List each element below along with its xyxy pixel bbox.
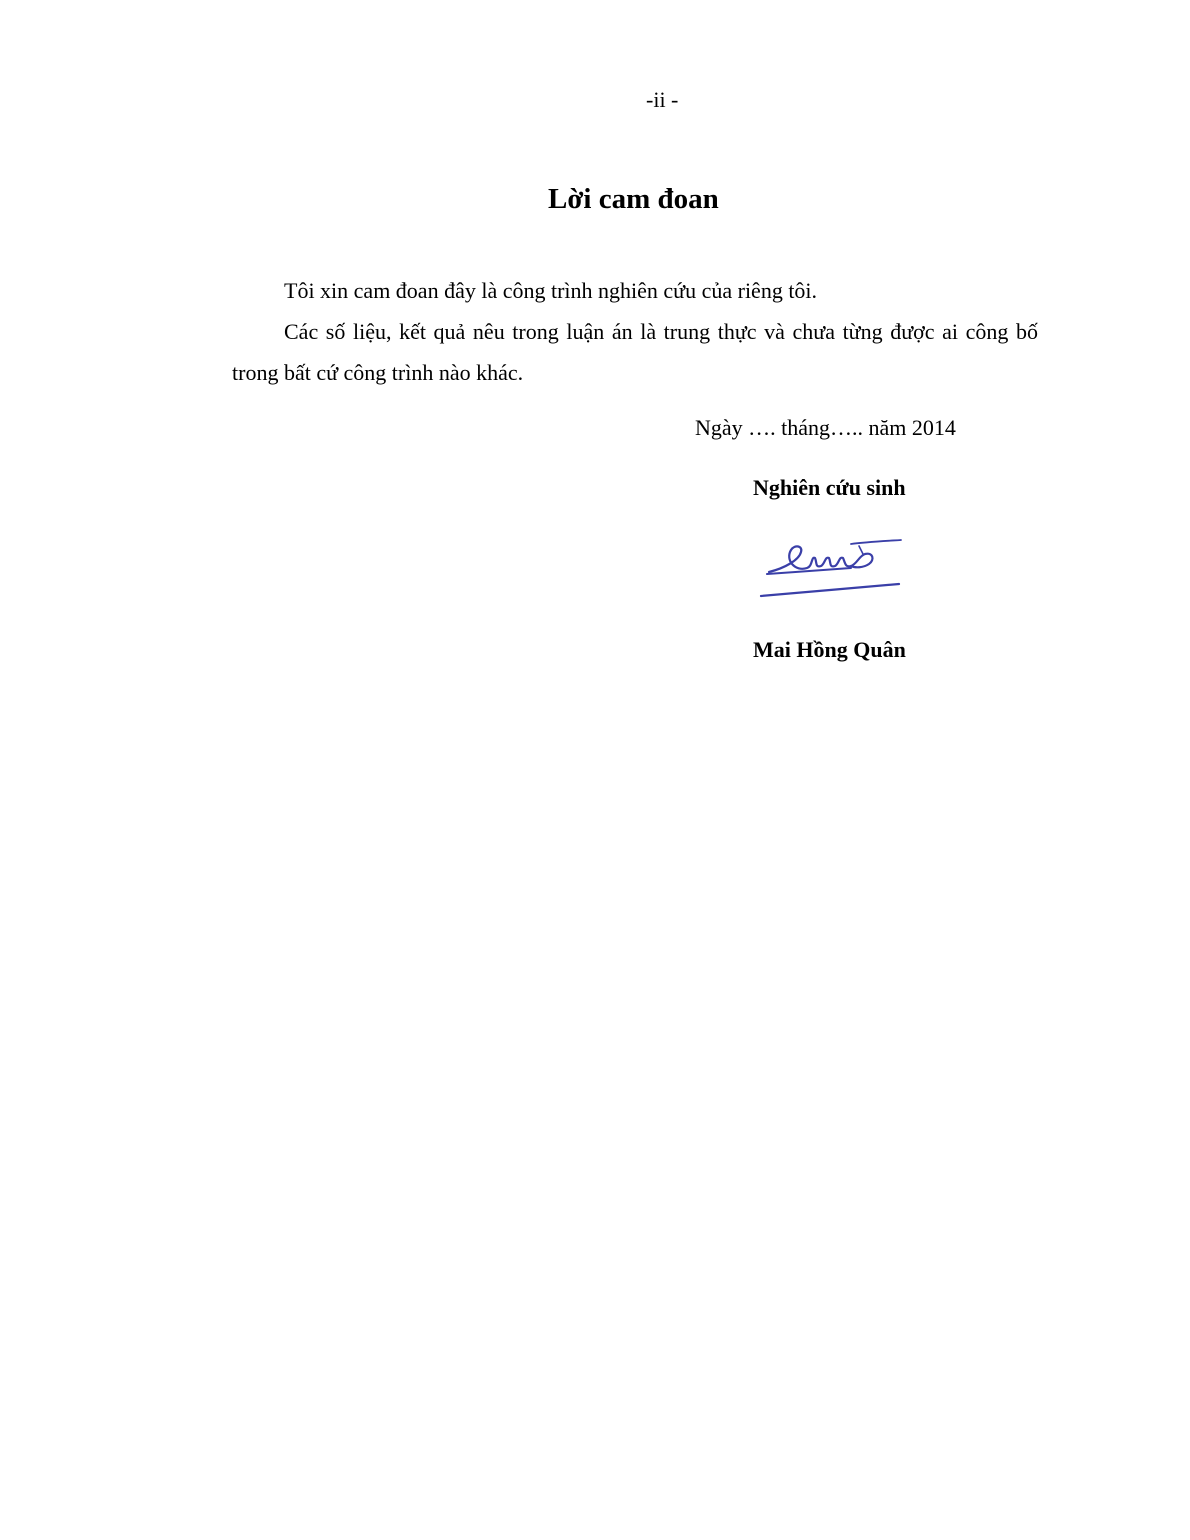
page-title: Lời cam đoan <box>548 183 719 215</box>
declaration-body <box>232 270 1038 393</box>
paragraph-1: Tôi xin cam đoan đây là công trình nghiên cứu của riêng tôi. <box>284 278 818 303</box>
page-number: -ii - <box>646 87 679 112</box>
handwritten-signature-icon <box>755 530 905 610</box>
signer-name: Mai Hồng Quân <box>753 637 906 662</box>
date-line: Ngày …. tháng….. năm 2014 <box>695 415 956 440</box>
paragraph-2: Các số liệu, kết quả nêu trong luận án là trung thực và chưa từng được ai công bố trong bất cứ công trình nào khác. <box>232 319 1038 385</box>
signer-role: Nghiên cứu sinh <box>753 475 906 500</box>
